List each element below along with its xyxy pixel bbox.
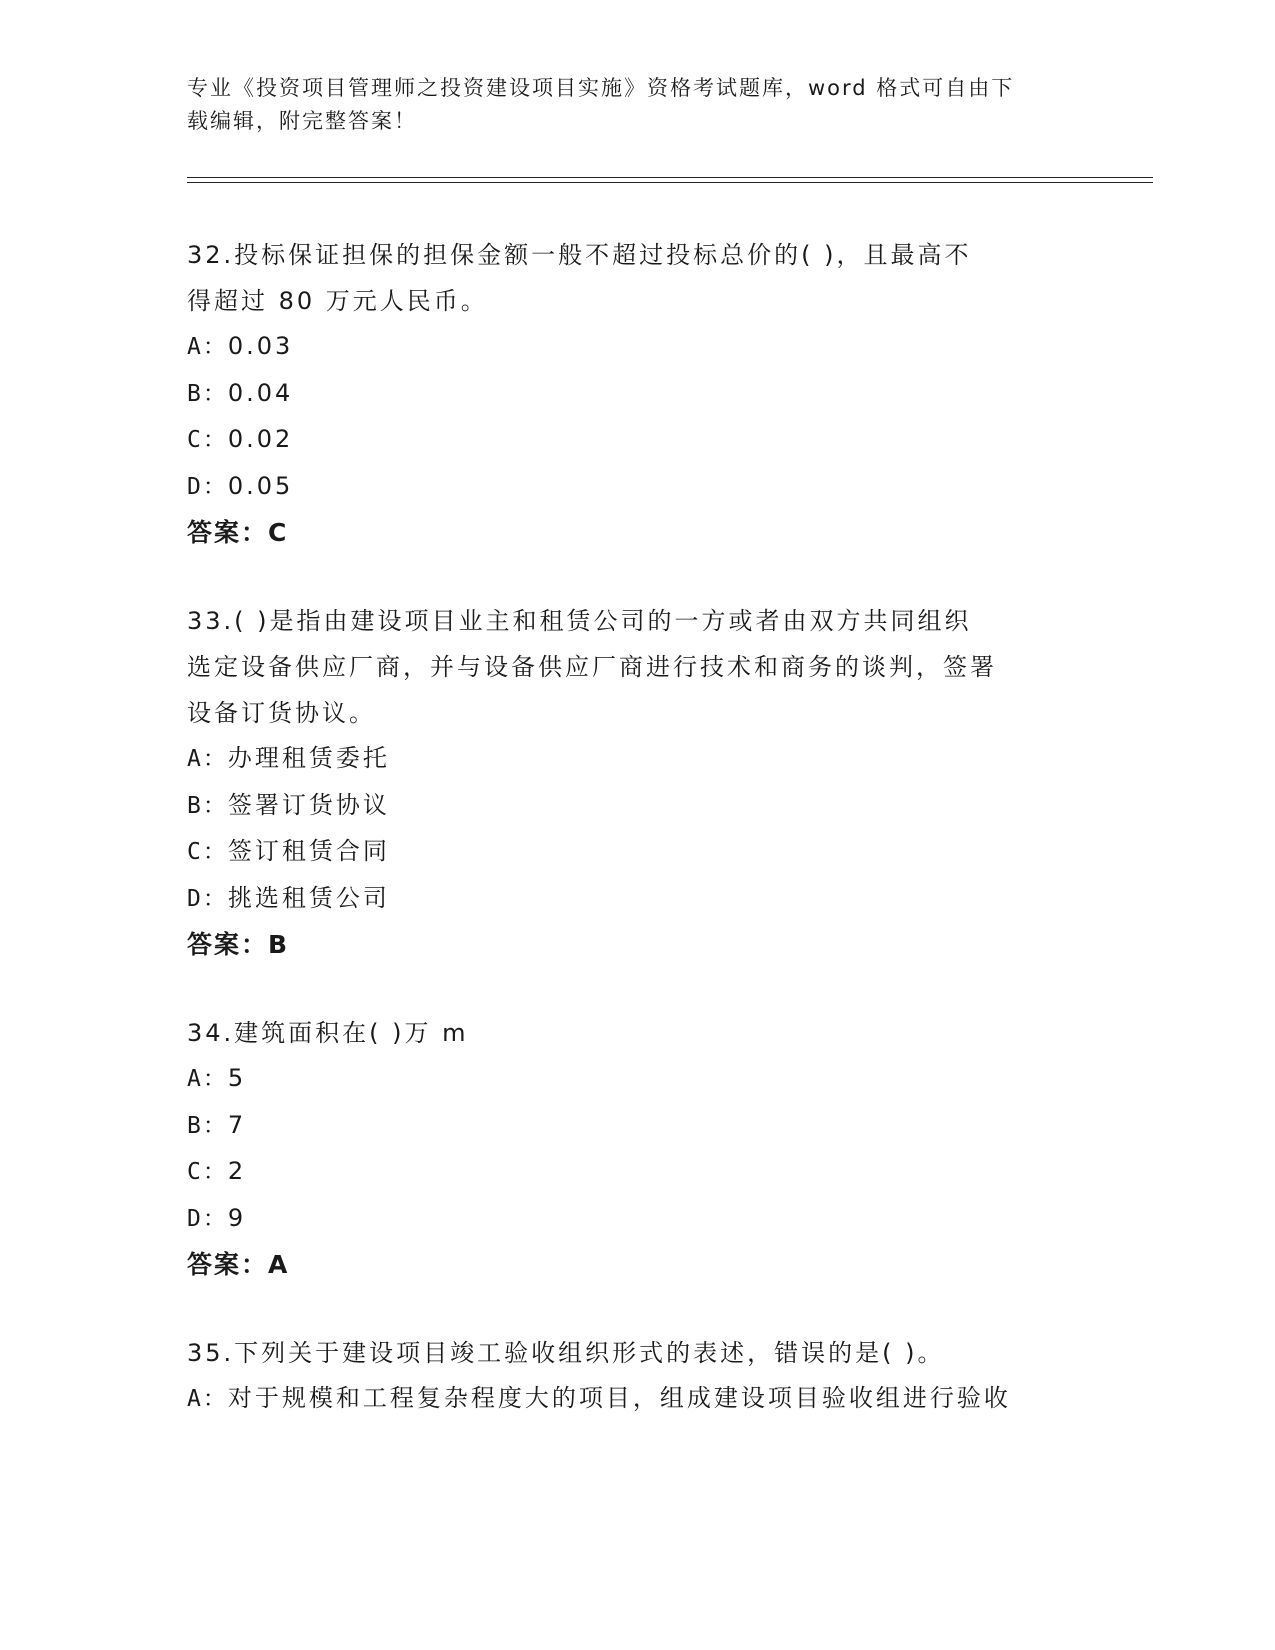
option-a bbox=[187, 324, 1087, 371]
option-a bbox=[187, 736, 1087, 783]
option-label: A： bbox=[187, 1066, 228, 1092]
option-text: 5 bbox=[227, 1064, 247, 1092]
question-35 bbox=[187, 1330, 1087, 1423]
option-label: B： bbox=[187, 1112, 228, 1139]
question-stem-line: 得超过 80 万元人民币。 bbox=[187, 287, 488, 315]
option-text: 对于规模和工程复杂程度大的项目，组成建设项目验收组进行验收 bbox=[227, 1384, 1011, 1412]
option-b bbox=[187, 371, 1087, 418]
option-text: 7 bbox=[227, 1110, 247, 1139]
option-label: B： bbox=[187, 380, 228, 407]
question-list bbox=[187, 232, 1087, 1465]
option-a bbox=[187, 1056, 1087, 1103]
option-label: C： bbox=[187, 427, 228, 453]
option-b bbox=[187, 1103, 1087, 1150]
question-stem-line: 35.下列关于建设项目竣工验收组织形式的表述，错误的是( )。 bbox=[187, 1339, 945, 1367]
answer-line: 答案：C bbox=[187, 518, 289, 547]
option-c bbox=[187, 417, 1087, 464]
option-a bbox=[187, 1376, 1087, 1423]
question-32 bbox=[187, 232, 1087, 556]
option-c bbox=[187, 1149, 1087, 1196]
option-text: 0.02 bbox=[227, 425, 294, 453]
option-label: D： bbox=[187, 473, 228, 500]
option-text: 办理租赁委托 bbox=[227, 744, 390, 772]
question-34 bbox=[187, 1010, 1087, 1288]
option-label: C： bbox=[187, 1159, 228, 1185]
option-text: 0.05 bbox=[227, 471, 294, 500]
question-stem-line: 34.建筑面积在( )万 m bbox=[187, 1019, 469, 1047]
header-divider-top bbox=[187, 177, 1153, 178]
question-stem-line: 选定设备供应厂商，并与设备供应厂商进行技术和商务的谈判，签署 bbox=[187, 653, 997, 681]
answer-line: 答案：B bbox=[187, 930, 290, 959]
option-b bbox=[187, 783, 1087, 830]
question-33 bbox=[187, 598, 1087, 968]
option-text: 2 bbox=[227, 1157, 247, 1185]
option-label: A： bbox=[187, 1386, 228, 1412]
question-stem-line: 33.( )是指由建设项目业主和租赁公司的一方或者由双方共同组织 bbox=[187, 607, 972, 635]
option-label: D： bbox=[187, 1205, 228, 1232]
header-line-2: 载编辑，附完整答案！ bbox=[187, 109, 417, 133]
option-text: 0.03 bbox=[227, 332, 294, 360]
option-text: 签署订货协议 bbox=[227, 790, 390, 819]
option-c bbox=[187, 829, 1087, 876]
option-text: 9 bbox=[227, 1203, 247, 1232]
header-divider-bottom bbox=[187, 182, 1153, 183]
option-d bbox=[187, 876, 1087, 923]
option-text: 签订租赁合同 bbox=[227, 837, 390, 865]
option-label: C： bbox=[187, 839, 228, 865]
option-label: D： bbox=[187, 885, 228, 912]
document-header bbox=[187, 72, 1067, 138]
option-label: B： bbox=[187, 792, 228, 819]
option-d bbox=[187, 464, 1087, 511]
option-text: 0.04 bbox=[227, 378, 294, 407]
option-label: A： bbox=[187, 334, 228, 360]
header-line-1: 专业《投资项目管理师之投资建设项目实施》资格考试题库，word 格式可自由下 bbox=[187, 76, 1015, 100]
answer-line: 答案：A bbox=[187, 1250, 290, 1279]
question-stem-line: 32.投标保证担保的担保金额一般不超过投标总价的( )，且最高不 bbox=[187, 241, 972, 269]
option-text: 挑选租赁公司 bbox=[227, 883, 390, 912]
option-d bbox=[187, 1196, 1087, 1243]
option-label: A： bbox=[187, 746, 228, 772]
question-stem-line: 设备订货协议。 bbox=[187, 699, 376, 727]
